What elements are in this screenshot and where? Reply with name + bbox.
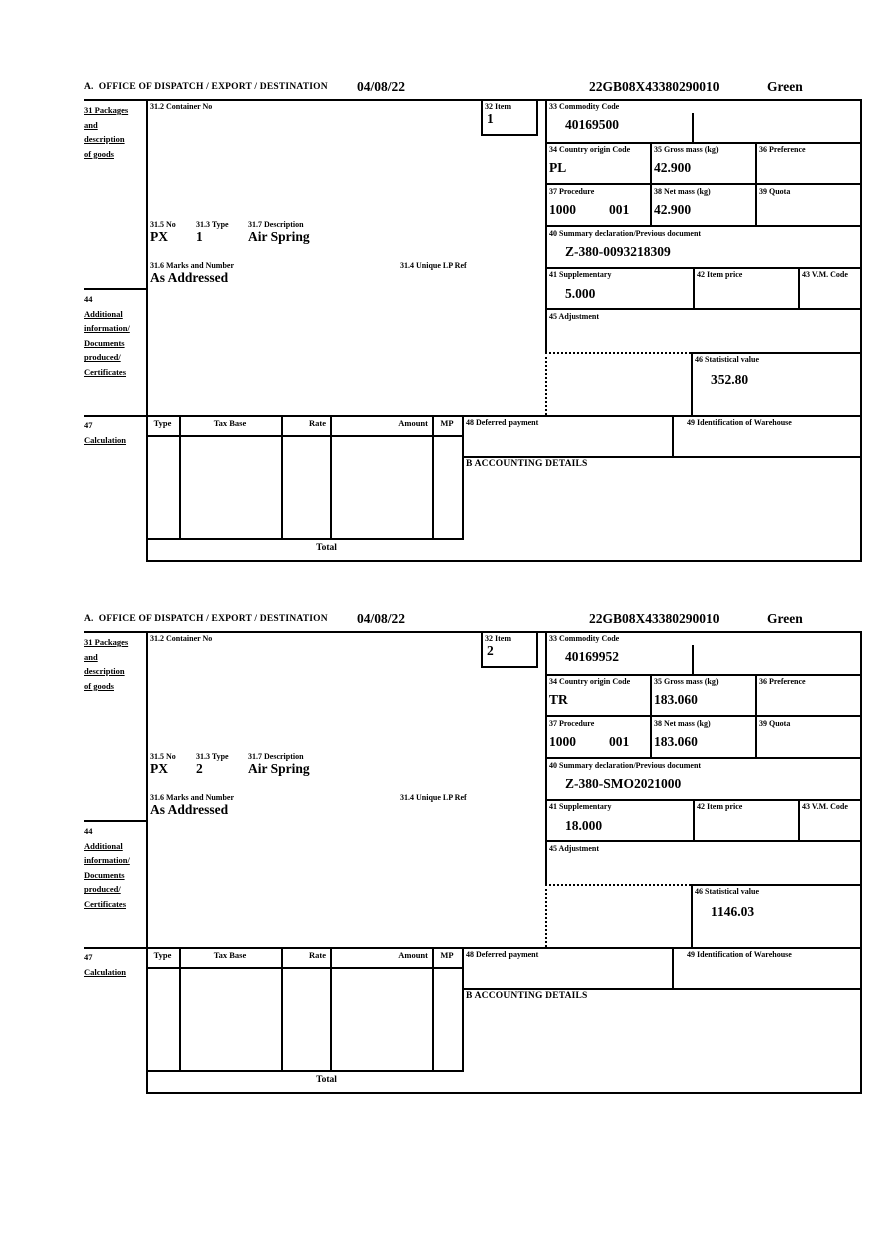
border-line — [179, 415, 181, 538]
box42-item-price-label: 42 Item price — [697, 270, 743, 279]
label-line: Calculation — [84, 966, 127, 977]
box39-quota-label: 39 Quota — [759, 187, 791, 196]
border-line — [146, 99, 148, 562]
box316-marks-number-label: 31.6 Marks and Number — [150, 793, 235, 802]
border-line — [481, 99, 483, 134]
border-line — [462, 415, 464, 538]
box37-procedure-value-1: 1000 — [549, 734, 576, 749]
label-line: 44 — [84, 826, 93, 836]
office-of-dispatch-heading: A. OFFICE OF DISPATCH / EXPORT / DESTINATION — [84, 614, 328, 624]
calc-header-type: Type — [153, 950, 172, 960]
border-line — [536, 631, 538, 666]
border-line — [755, 674, 757, 757]
box35-gross-mass-value: 42.900 — [654, 160, 692, 175]
box43-vm-code-label: 43 V.M. Code — [802, 270, 848, 279]
box316-marks-number-label: 31.6 Marks and Number — [150, 261, 235, 270]
calc-header-mp: MP — [440, 418, 454, 428]
border-line — [545, 674, 862, 676]
border-line — [860, 631, 862, 1094]
border-line — [84, 99, 862, 101]
box41-supplementary-label: 41 Supplementary — [549, 270, 612, 279]
box37-procedure-value-1: 1000 — [549, 202, 576, 217]
border-line — [281, 947, 283, 1070]
box40-previous-document-value: Z-380-SMO2021000 — [565, 776, 682, 791]
box314-unique-lp-ref-label: 31.4 Unique LP Ref — [400, 793, 467, 802]
border-line — [462, 947, 464, 1070]
box33-commodity-code-label: 33 Commodity Code — [549, 102, 620, 111]
box315-no-value: PX — [150, 761, 168, 776]
box37-procedure-value-2: 001 — [609, 734, 630, 749]
box49-warehouse-id-label: 49 Identification of Warehouse — [687, 418, 792, 427]
border-line — [545, 142, 862, 144]
routing-status: Green — [767, 611, 803, 626]
box315-no-label: 31.5 No — [150, 220, 176, 229]
box45-adjustment-label: 45 Adjustment — [549, 844, 600, 853]
border-line — [481, 666, 538, 668]
box34-country-origin-label: 34 Country origin Code — [549, 145, 631, 154]
border-line — [545, 799, 862, 801]
box46-statistical-value-label: 46 Statistical value — [695, 355, 759, 364]
box34-country-origin-value: PL — [549, 160, 567, 175]
box46-statistical-value: 352.80 — [711, 372, 749, 387]
box32-item-value: 2 — [487, 643, 494, 658]
box316-marks-number-value: As Addressed — [150, 802, 229, 817]
border-line — [672, 415, 674, 456]
office-of-dispatch-heading: A. OFFICE OF DISPATCH / EXPORT / DESTINATION — [84, 82, 328, 92]
dotted-border-line — [545, 884, 547, 947]
border-line — [545, 715, 862, 717]
box317-description-value: Air Spring — [248, 761, 310, 776]
label-line: of goods — [84, 680, 114, 691]
label-line: Documents — [84, 337, 125, 348]
box35-gross-mass-value: 183.060 — [654, 692, 698, 707]
dotted-border-line — [545, 884, 691, 886]
label-line: produced/ — [84, 352, 121, 363]
box39-quota-label: 39 Quota — [759, 719, 791, 728]
box32-item-value: 1 — [487, 111, 494, 126]
box46-statistical-value: 1146.03 — [711, 904, 755, 919]
box43-vm-code-label: 43 V.M. Code — [802, 802, 848, 811]
commodity-code-separator-line — [692, 113, 694, 142]
box42-item-price-label: 42 Item price — [697, 802, 743, 811]
label-line: and — [84, 651, 98, 662]
commodity-code-separator-line — [692, 645, 694, 674]
border-line — [545, 840, 862, 842]
border-line — [545, 225, 862, 227]
label-line: information/ — [84, 323, 130, 334]
box49-warehouse-id-label: 49 Identification of Warehouse — [687, 950, 792, 959]
box37-procedure-label: 37 Procedure — [549, 719, 595, 728]
box34-country-origin-value: TR — [549, 692, 568, 707]
box34-country-origin-label: 34 Country origin Code — [549, 677, 631, 686]
border-line — [860, 99, 862, 562]
border-line — [536, 99, 538, 134]
label-line: Additional — [84, 308, 123, 319]
box38-net-mass-value: 183.060 — [654, 734, 698, 749]
box41-supplementary-value: 5.000 — [565, 286, 596, 301]
box35-gross-mass-label: 35 Gross mass (kg) — [654, 145, 719, 154]
border-line — [691, 352, 862, 354]
box315-no-label: 31.5 No — [150, 752, 176, 761]
border-line — [84, 631, 862, 633]
declaration-item-section — [0, 610, 882, 1096]
border-line — [691, 884, 862, 886]
calc-header-tax-base: Tax Base — [213, 418, 247, 428]
label-line: Certificates — [84, 366, 127, 377]
calc-total-label: Total — [316, 1075, 337, 1085]
border-line — [755, 142, 757, 225]
border-line — [84, 288, 148, 290]
border-line — [545, 308, 862, 310]
box31-packages-label — [84, 103, 128, 161]
calc-header-rate: Rate — [309, 418, 326, 428]
box48-deferred-payment-label: 48 Deferred payment — [466, 418, 539, 427]
box316-marks-number-value: As Addressed — [150, 270, 229, 285]
border-line — [330, 947, 332, 1070]
label-line: of goods — [84, 148, 114, 159]
box35-gross-mass-label: 35 Gross mass (kg) — [654, 677, 719, 686]
declaration-item-section — [0, 78, 882, 564]
box313-type-value: 1 — [196, 229, 203, 244]
calc-header-tax-base: Tax Base — [213, 950, 247, 960]
box38-net-mass-label: 38 Net mass (kg) — [654, 187, 711, 196]
box44-additional-info-label — [84, 292, 130, 380]
declaration-date: 04/08/22 — [357, 611, 406, 626]
box32-item-label: 32 Item — [485, 634, 511, 643]
box37-procedure-label: 37 Procedure — [549, 187, 595, 196]
label-line: 31 Packages — [84, 105, 129, 115]
box48-deferred-payment-label: 48 Deferred payment — [466, 950, 539, 959]
accounting-details-heading: B ACCOUNTING DETAILS — [466, 991, 588, 1001]
border-line — [481, 134, 538, 136]
calc-total-label: Total — [316, 543, 337, 553]
box40-previous-document-label: 40 Summary declaration/Previous document — [549, 761, 702, 770]
label-line: information/ — [84, 855, 130, 866]
label-line: description — [84, 666, 125, 677]
box317-description-label: 31.7 Description — [248, 752, 304, 761]
border-line — [146, 538, 464, 540]
calc-header-type: Type — [153, 418, 172, 428]
entry-number: 22GB08X43380290010 — [589, 611, 720, 626]
box317-description-value: Air Spring — [248, 229, 310, 244]
routing-status: Green — [767, 79, 803, 94]
calc-header-amount: Amount — [398, 950, 428, 960]
label-line: and — [84, 119, 98, 130]
border-line — [798, 267, 800, 308]
border-line — [146, 631, 148, 1094]
box33-commodity-code-value: 40169952 — [565, 649, 619, 664]
box36-preference-label: 36 Preference — [759, 677, 806, 686]
border-line — [330, 415, 332, 538]
border-line — [545, 183, 862, 185]
box38-net-mass-value: 42.900 — [654, 202, 692, 217]
box47-calculation-label — [84, 418, 126, 447]
declaration-date: 04/08/22 — [357, 79, 406, 94]
border-line — [432, 415, 434, 538]
dotted-border-line — [545, 352, 547, 415]
box31-packages-label — [84, 635, 128, 693]
calc-header-mp: MP — [440, 950, 454, 960]
box40-previous-document-value: Z-380-0093218309 — [565, 244, 671, 259]
border-line — [146, 1092, 862, 1094]
border-line — [84, 820, 148, 822]
label-line: 44 — [84, 294, 93, 304]
border-line — [146, 967, 464, 969]
label-line: 47 — [84, 952, 93, 962]
label-line: description — [84, 134, 125, 145]
box313-type-value: 2 — [196, 761, 203, 776]
border-line — [481, 631, 483, 666]
border-line — [146, 1070, 464, 1072]
border-line — [146, 435, 464, 437]
border-line — [462, 456, 862, 458]
box46-statistical-value-label: 46 Statistical value — [695, 887, 759, 896]
border-line — [691, 352, 693, 415]
label-line: Additional — [84, 840, 123, 851]
border-line — [146, 560, 862, 562]
label-line: 47 — [84, 420, 93, 430]
calc-header-amount: Amount — [398, 418, 428, 428]
box315-no-value: PX — [150, 229, 168, 244]
entry-number: 22GB08X43380290010 — [589, 79, 720, 94]
box314-unique-lp-ref-label: 31.4 Unique LP Ref — [400, 261, 467, 270]
box40-previous-document-label: 40 Summary declaration/Previous document — [549, 229, 702, 238]
box317-description-label: 31.7 Description — [248, 220, 304, 229]
border-line — [84, 947, 862, 949]
accounting-details-heading: B ACCOUNTING DETAILS — [466, 459, 588, 469]
box33-commodity-code-value: 40169500 — [565, 117, 619, 132]
box313-type-label: 31.3 Type — [196, 220, 229, 229]
border-line — [693, 267, 695, 308]
border-line — [691, 884, 693, 947]
border-line — [179, 947, 181, 1070]
border-line — [798, 799, 800, 840]
label-line: Documents — [84, 869, 125, 880]
box312-container-no-label: 31.2 Container No — [150, 634, 213, 643]
label-line: produced/ — [84, 884, 121, 895]
box45-adjustment-label: 45 Adjustment — [549, 312, 600, 321]
box36-preference-label: 36 Preference — [759, 145, 806, 154]
box41-supplementary-label: 41 Supplementary — [549, 802, 612, 811]
box32-item-label: 32 Item — [485, 102, 511, 111]
border-line — [650, 674, 652, 757]
border-line — [545, 757, 862, 759]
border-line — [672, 947, 674, 988]
box47-calculation-label — [84, 950, 126, 979]
label-line: Calculation — [84, 434, 127, 445]
border-line — [462, 988, 862, 990]
border-line — [84, 415, 862, 417]
border-line — [545, 267, 862, 269]
box313-type-label: 31.3 Type — [196, 752, 229, 761]
dotted-border-line — [545, 352, 691, 354]
box33-commodity-code-label: 33 Commodity Code — [549, 634, 620, 643]
box37-procedure-value-2: 001 — [609, 202, 630, 217]
box44-additional-info-label — [84, 824, 130, 912]
border-line — [693, 799, 695, 840]
calc-header-rate: Rate — [309, 950, 326, 960]
box38-net-mass-label: 38 Net mass (kg) — [654, 719, 711, 728]
border-line — [650, 142, 652, 225]
label-line: 31 Packages — [84, 637, 129, 647]
box41-supplementary-value: 18.000 — [565, 818, 603, 833]
border-line — [281, 415, 283, 538]
label-line: Certificates — [84, 898, 127, 909]
border-line — [432, 947, 434, 1070]
box312-container-no-label: 31.2 Container No — [150, 102, 213, 111]
